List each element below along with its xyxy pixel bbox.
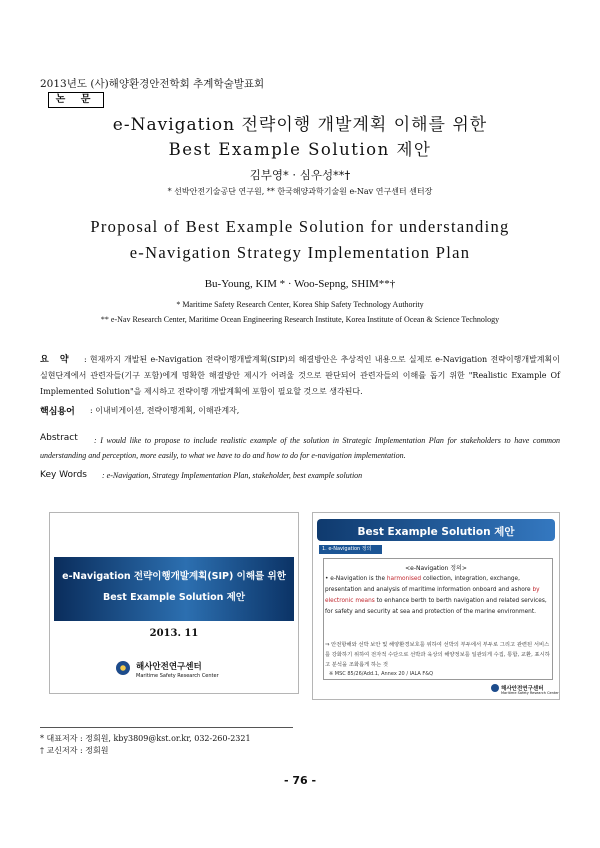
english-affiliation-1: * Maritime Safety Research Center, Korea Ship Safety Technology Authority [176, 300, 424, 309]
abstract-label: Abstract [40, 433, 78, 443]
slide2-definition-text [325, 574, 549, 618]
slide2-korean-note: ⇒ 안전항해와 선박 보안 및 해양환경보호를 위하여 선박의 부두에서 부두로 그리고 관련된 서비스를 강화하기 위하여 전자적 수단으로 선박과 육상의 해양정보를 일관되게 수집, 통합, 교환, 표시하고 분석을 조화롭게 하는 것 [325, 642, 550, 668]
slide2-org-en: Maritime Safety Research Center [501, 691, 559, 695]
keywords-en-text: : e-Navigation, Strategy Implementation Plan, stakeholder, best example solution [102, 471, 363, 480]
slide2-text-mid: collection, integration, exchange, presentation and analysis of maritime information onboard and ashore [325, 576, 533, 593]
english-affiliation-2: ** e-Nav Research Center, Maritime Ocean Engineering Research Institute, Korea Institute of Ocean & Science Technology [100, 315, 500, 324]
title-slide-figure [49, 512, 299, 694]
slide1-title-line2: Best Example Solution 제안 [102, 592, 246, 603]
paper-type-badge: 논 문 [48, 92, 104, 108]
slide2-highlight-harmonised: harmonised [386, 576, 422, 582]
conference-header: 2013년도 (사)해양환경안전학회 추계학술발표회 [40, 78, 265, 90]
abstract-text: : I would like to propose to include realistic example of the solution in Strategic Implementation Plan for stakeholders to have common understanding and perception, more easily, to what we have to do and how to do for e-navigation implementation. [40, 436, 560, 460]
slide2-highlight-electronic: by electronic means [325, 587, 540, 604]
slide1-org-kr: 해사안전연구센터 [136, 662, 202, 672]
slide2-title: Best Example Solution 제안 [357, 526, 515, 538]
org-logo-icon [116, 661, 130, 675]
korean-title-line1: e-Navigation 전략이행 개발계획 이해를 위한 [112, 115, 488, 135]
org-logo-icon [491, 684, 499, 692]
slide1-org-en: Maritime Safety Research Center [136, 673, 219, 679]
slide2-text-pre: • e-Navigation is the [325, 576, 387, 582]
korean-title-line2: Best Example Solution 제안 [168, 140, 432, 159]
summary-text: : 현재까지 개발된 e-Navigation 전략이행개발계획(SIP)의 해결방안은 추상적인 내용으로 실제로 e-Navigation 전략이행개발계획이 실현단계에서 관련자들(기구 포함)에게 명확한 해결방안 제시가 어려울 것으로 판단되어 관련자들의 이해를 돕기 위한 "Realistic Example Of Implemented Solution"을 제시하고 전략이행 개발계획에 포함이 필요할 것으로 생각된다. [40, 355, 560, 396]
summary-label: 요 약 [40, 355, 73, 365]
english-title-line2: e-Navigation Strategy Implementation Plan [129, 243, 471, 262]
slide2-text-post: to enhance berth to berth navigation and related services, for safety and security at sea and protection of the marine environment. [325, 598, 547, 615]
footnote-divider [40, 727, 293, 728]
footnote-coauthor: † 교신저자 : 정회원 [40, 746, 109, 755]
slide1-date: 2013. 11 [149, 628, 199, 639]
footnote-corresponding-author: * 대표저자 : 정회원, kby3809@kst.or.kr, 032-260-2321 [40, 734, 251, 743]
slide1-title-line1: e-Navigation 전략이행개발계획(SIP) 이해를 위한 [62, 571, 286, 582]
keywords-en-label: Key Words [40, 470, 87, 480]
page-number: - 76 - [283, 774, 317, 787]
korean-authors: 김부영* · 심우성**† [249, 168, 351, 182]
slide2-org-kr: 해사안전연구센터 [501, 686, 544, 692]
korean-affiliation: * 선박안전기술공단 연구원, ** 한국해양과학기술원 e-Nav 연구센터 센터장 [167, 187, 433, 196]
slide2-reference: ※ MSC 85/26/Add.1, Annex 20 / IALA F&Q [329, 671, 434, 677]
english-authors: Bu-Young, KIM * · Woo-Sepng, SHIM**† [204, 278, 396, 290]
slide2-definition-label: <e-Navigation 정의> [405, 565, 467, 572]
slide2-section-tag: 1. e-Navigation 정의 [319, 545, 382, 554]
keywords-kr-label: 핵심용어 [40, 407, 75, 417]
keywords-kr-text: : 이내비게이션, 전략이행계획, 이해관계자, [90, 406, 240, 415]
english-title-line1: Proposal of Best Example Solution for understanding [90, 217, 510, 236]
definition-slide-figure [312, 512, 560, 700]
